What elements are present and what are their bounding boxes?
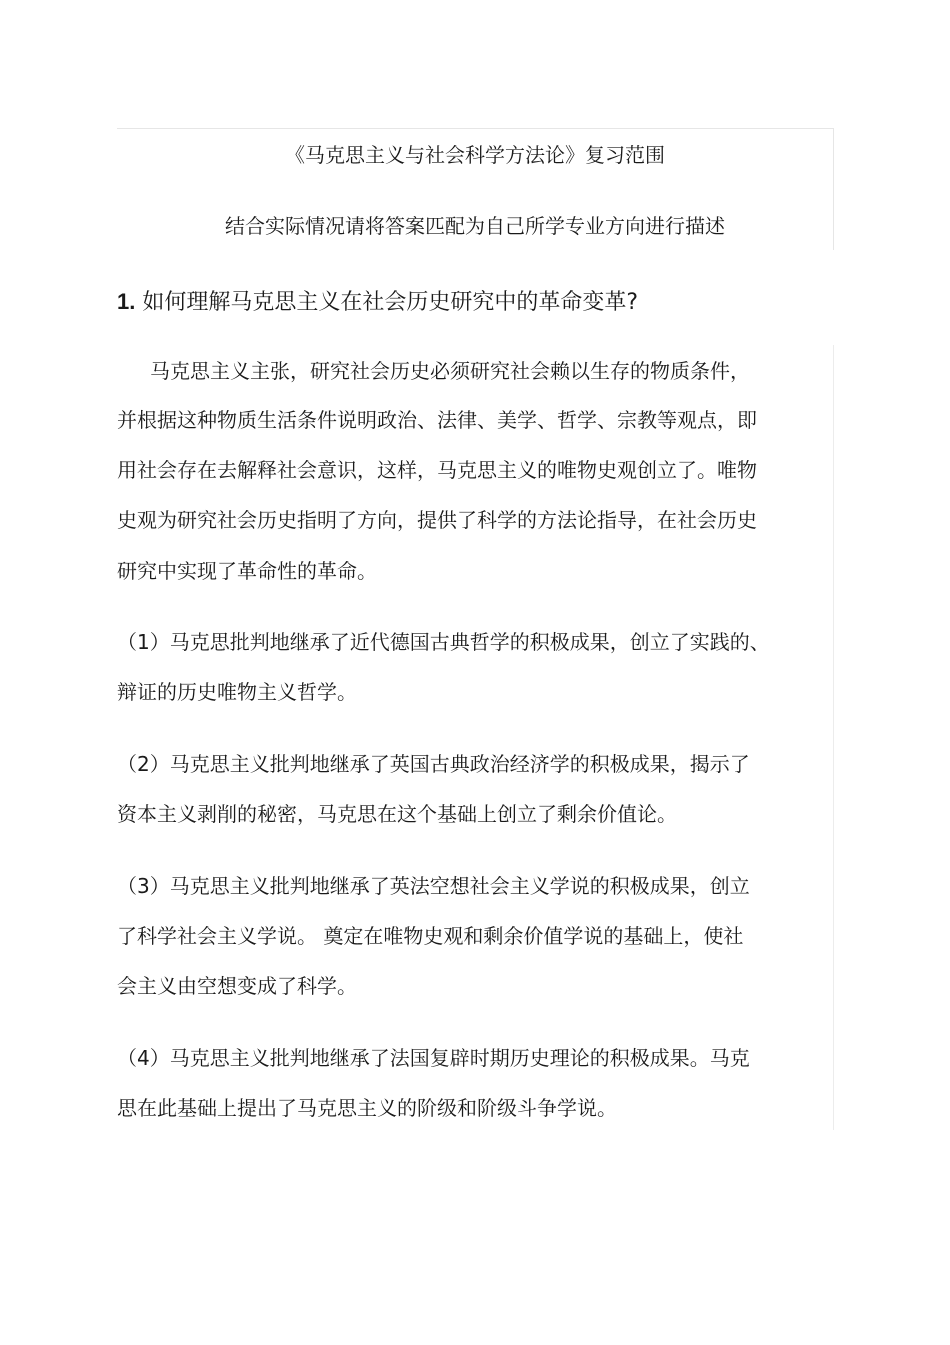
question-text: 如何理解马克思主义在社会历史研究中的革命变革?: [142, 290, 639, 315]
question-number: 1.: [117, 289, 136, 314]
point-1-line: 辩证的历史唯物主义哲学。: [117, 680, 357, 704]
point-2-line: 资本主义剥削的秘密，马克思在这个基础上创立了剩余价值论。: [117, 802, 677, 826]
point-4-line: 思在此基础上提出了马克思主义的阶级和阶级斗争学说。: [117, 1096, 617, 1120]
point-3-line: 了科学社会主义学说。 奠定在唯物史观和剩余价值学说的基础上，使社: [117, 924, 744, 948]
point-3-line: （3）马克思主义批判地继承了英法空想社会主义学说的积极成果，创立: [117, 874, 750, 898]
intro-line: 研究中实现了革命性的革命。: [117, 559, 377, 583]
frame-rule-right-lower: [833, 345, 834, 1130]
intro-line: 马克思主义主张，研究社会历史必须研究社会赖以生存的物质条件，: [150, 359, 750, 383]
intro-line: 史观为研究社会历史指明了方向，提供了科学的方法论指导，在社会历史: [117, 508, 757, 532]
intro-line: 用社会存在去解释社会意识，这样，马克思主义的唯物史观创立了。唯物: [117, 458, 757, 482]
frame-rule-right-upper: [833, 128, 834, 250]
intro-line: 并根据这种物质生活条件说明政治、法律、美学、哲学、宗教等观点，即: [117, 408, 757, 432]
point-4-line: （4）马克思主义批判地继承了法国复辟时期历史理论的积极成果。马克: [117, 1046, 750, 1070]
frame-rule-top: [117, 128, 833, 129]
question-heading: [117, 287, 638, 318]
document-subtitle: 结合实际情况请将答案匹配为自己所学专业方向进行描述: [225, 214, 725, 238]
point-2-line: （2）马克思主义批判地继承了英国古典政治经济学的积极成果，揭示了: [117, 752, 750, 776]
point-1-line: （1）马克思批判地继承了近代德国古典哲学的积极成果，创立了实践的、: [117, 630, 770, 654]
document-title: 《马克思主义与社会科学方法论》复习范围: [285, 143, 665, 167]
point-3-line: 会主义由空想变成了科学。: [117, 974, 357, 998]
